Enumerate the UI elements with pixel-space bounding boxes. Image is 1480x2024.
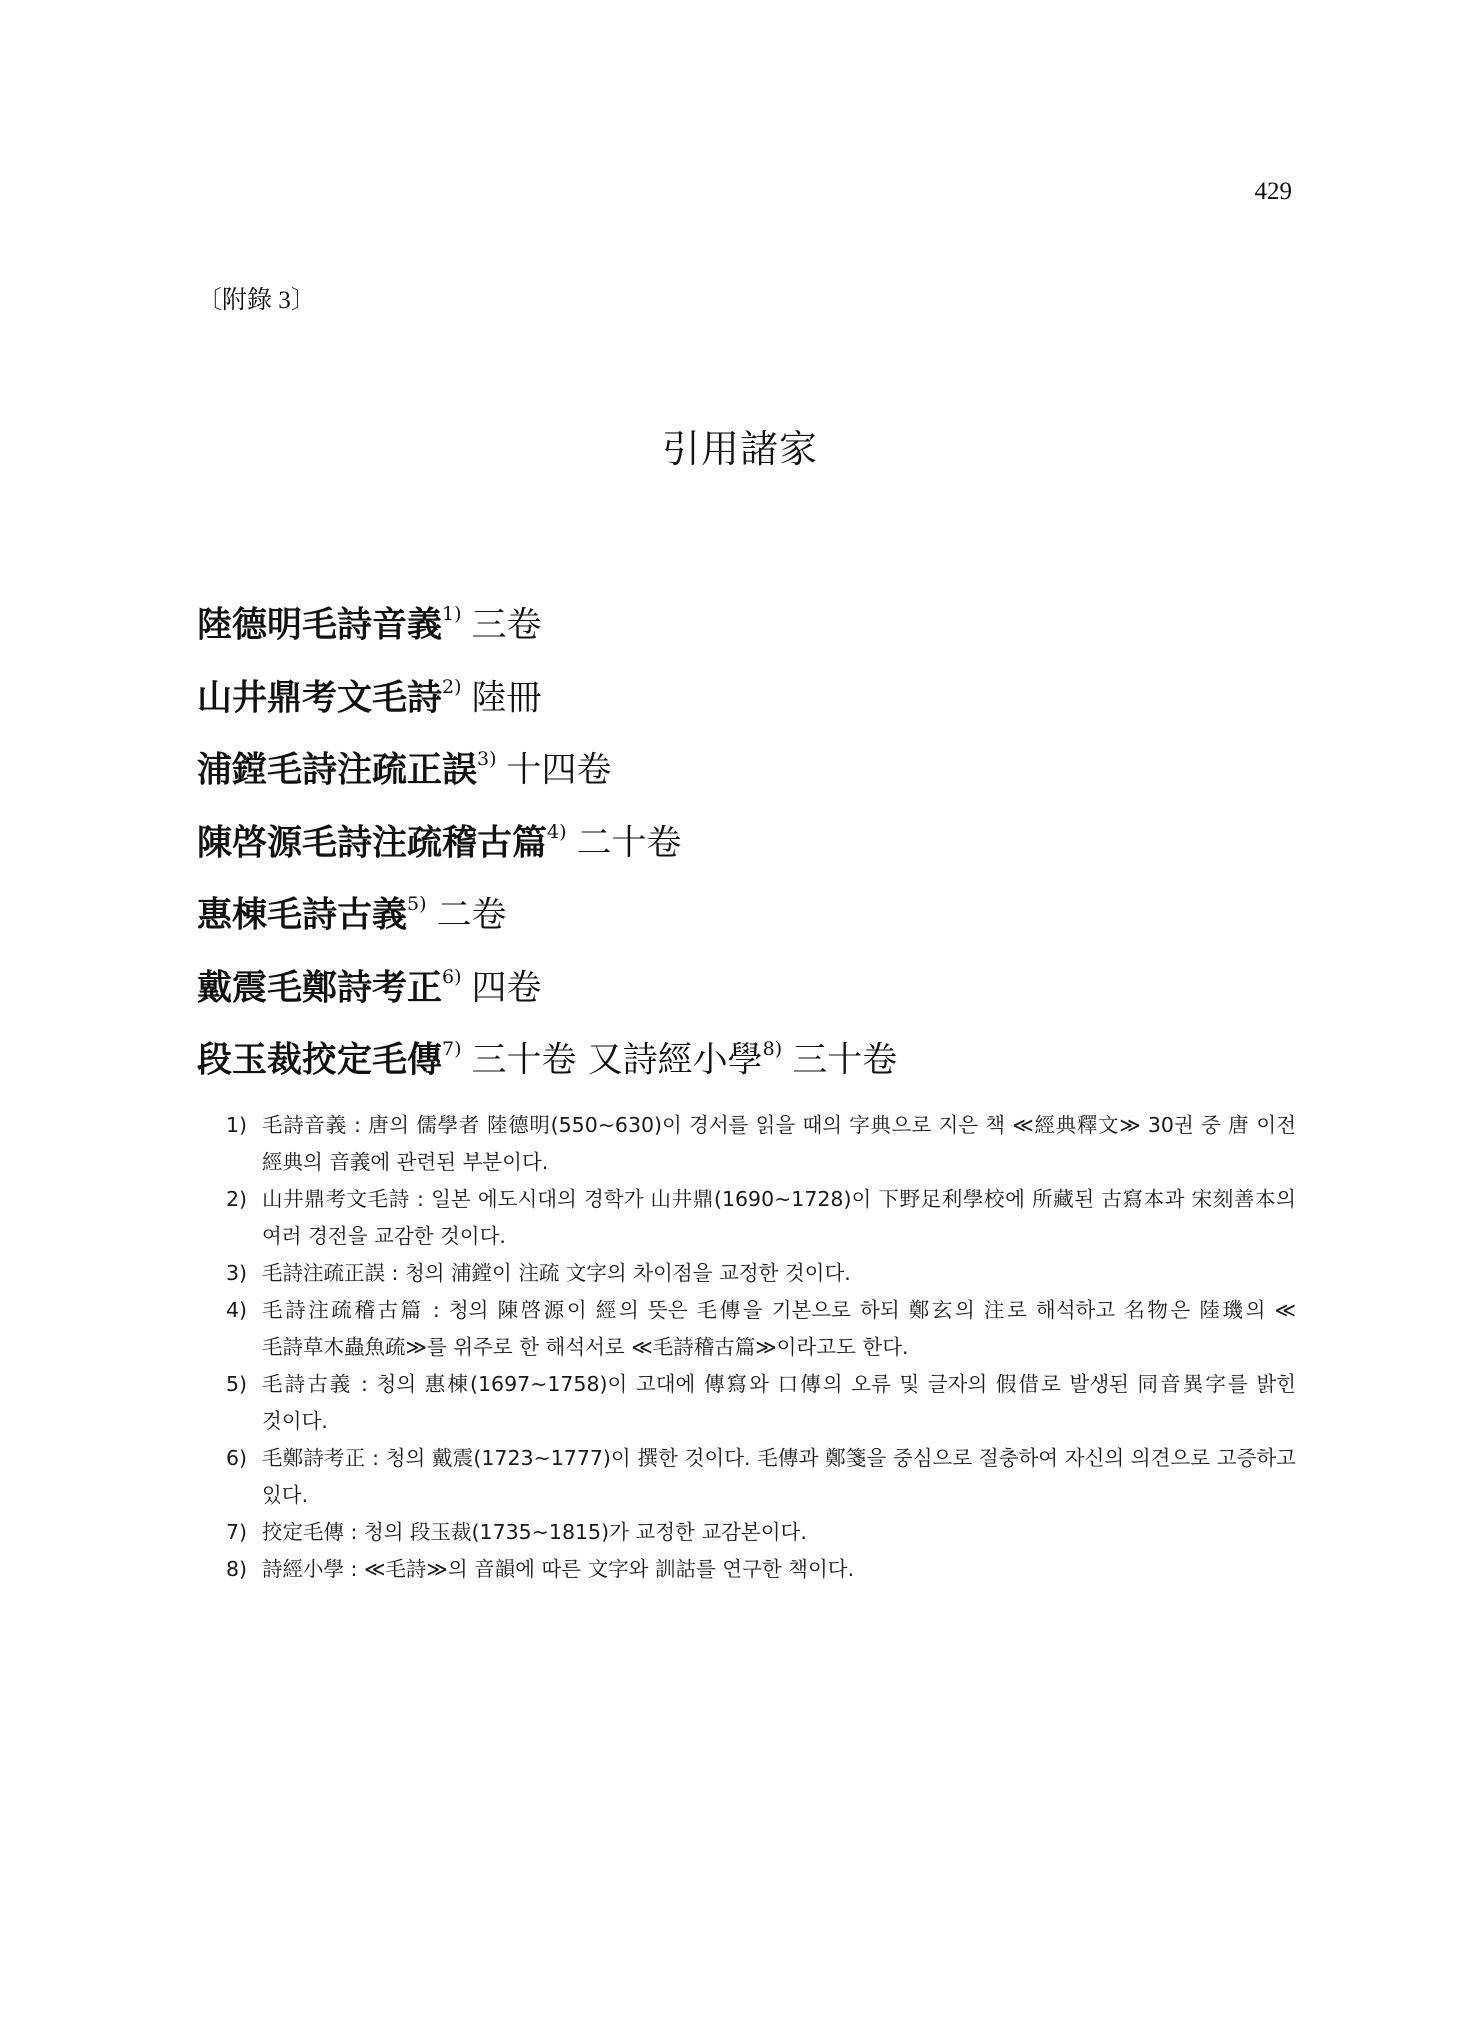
footnote-text: 挍定毛傳 : 청의 段玉裁(1735~1815)가 교정한 교감본이다. (262, 1520, 807, 1544)
footnote-ref[interactable]: 3) (477, 748, 497, 770)
footnote-3 (226, 1255, 1296, 1292)
footnote-number: 4) (226, 1298, 248, 1322)
work-volume: 二卷 (436, 895, 507, 936)
cited-works-list (197, 597, 1297, 1105)
footnote-ref[interactable]: 2) (442, 675, 462, 698)
work-title: 山井鼎考文毛詩 (197, 677, 443, 719)
footnote-ref[interactable]: 1) (442, 603, 462, 625)
footnote-text: 毛詩注疏正誤 : 청의 浦鏜이 注疏 文字의 차이점을 교정한 것이다. (262, 1261, 851, 1285)
work-volume: 三十卷 (792, 1040, 898, 1081)
cited-work-6 (197, 960, 1297, 1033)
cited-work-3 (197, 742, 1297, 815)
footnote-text: 毛詩古義 : 청의 惠棟(1697~1758)이 고대에 傳寫와 口傳의 오류 및 글자의 假借로 발생된 同音異字를 밝힌 것이다. (262, 1372, 1296, 1433)
footnote-6 (226, 1440, 1296, 1514)
footnote-ref[interactable]: 8) (762, 1038, 783, 1060)
footnote-text: 毛詩注疏稽古篇 : 청의 陳啓源이 經의 뜻은 毛傳을 기본으로 하되 鄭玄의 注로 해석하고 名物은 陸璣의 ≪毛詩草木蟲魚疏≫를 위주로 한 해석서로 ≪毛詩稽古篇≫이라고도 한다. (262, 1298, 1296, 1359)
footnote-text: 山井鼎考文毛詩 : 일본 에도시대의 경학가 山井鼎(1690~1728)이 下野足利學校에 所藏된 古寫本과 宋刻善本의 여러 경전을 교감한 것이다. (262, 1187, 1296, 1248)
footnote-number: 8) (226, 1557, 248, 1581)
work-volume: 四卷 (471, 968, 542, 1009)
footnote-7 (226, 1514, 1296, 1551)
footnote-number: 5) (226, 1372, 248, 1396)
work-title: 惠棟毛詩古義 (197, 894, 408, 936)
cited-work-2 (197, 670, 1297, 743)
cited-work-1 (197, 597, 1297, 670)
cited-work-7 (197, 1032, 1297, 1105)
footnote-2 (226, 1181, 1296, 1255)
work-title: 陳啓源毛詩注疏稽古篇 (197, 822, 548, 864)
footnote-number: 3) (226, 1261, 248, 1285)
work-title: 段玉裁挍定毛傳 (197, 1039, 443, 1081)
work-volume: 二十卷 (576, 823, 682, 864)
footnote-number: 7) (226, 1520, 248, 1544)
work-volume: 三十卷 又詩經小學 (471, 1040, 763, 1081)
footnote-1 (226, 1107, 1296, 1181)
footnote-text: 詩經小學 : ≪毛詩≫의 音韻에 따른 文字와 訓詁를 연구한 책이다. (262, 1557, 855, 1581)
cited-work-5 (197, 887, 1297, 960)
work-volume: 三卷 (471, 605, 542, 646)
footnote-ref[interactable]: 4) (547, 820, 567, 843)
footnote-text: 毛鄭詩考正 : 청의 戴震(1723~1777)이 撰한 것이다. 毛傳과 鄭箋을 중심으로 절충하여 자신의 의견으로 고증하고 있다. (262, 1446, 1296, 1507)
page-number: 429 (1254, 178, 1292, 205)
appendix-label: 〔附錄 3〕 (197, 287, 316, 314)
footnote-ref[interactable]: 6) (442, 965, 462, 988)
cited-work-4 (197, 815, 1297, 888)
footnote-number: 2) (226, 1187, 248, 1211)
work-title: 戴震毛鄭詩考正 (197, 967, 443, 1009)
footnote-number: 1) (226, 1113, 248, 1137)
footnote-5 (226, 1366, 1296, 1440)
footnote-4 (226, 1292, 1296, 1366)
work-title: 陸德明毛詩音義 (197, 604, 443, 646)
footnote-ref[interactable]: 5) (407, 893, 427, 915)
footnote-ref[interactable]: 7) (442, 1038, 462, 1060)
footnotes (226, 1107, 1296, 1588)
footnote-number: 6) (226, 1446, 248, 1470)
page-title: 引用諸家 (661, 427, 818, 471)
work-volume: 陸冊 (471, 678, 542, 719)
footnote-text: 毛詩音義 : 唐의 儒學者 陸德明(550~630)이 경서를 읽을 때의 字典으로 지은 책 ≪經典釋文≫ 30권 중 唐 이전 經典의 音義에 관련된 부분이다. (262, 1113, 1296, 1174)
work-volume: 十四卷 (506, 750, 612, 791)
work-title: 浦鏜毛詩注疏正誤 (197, 749, 478, 791)
footnote-8 (226, 1551, 1296, 1588)
